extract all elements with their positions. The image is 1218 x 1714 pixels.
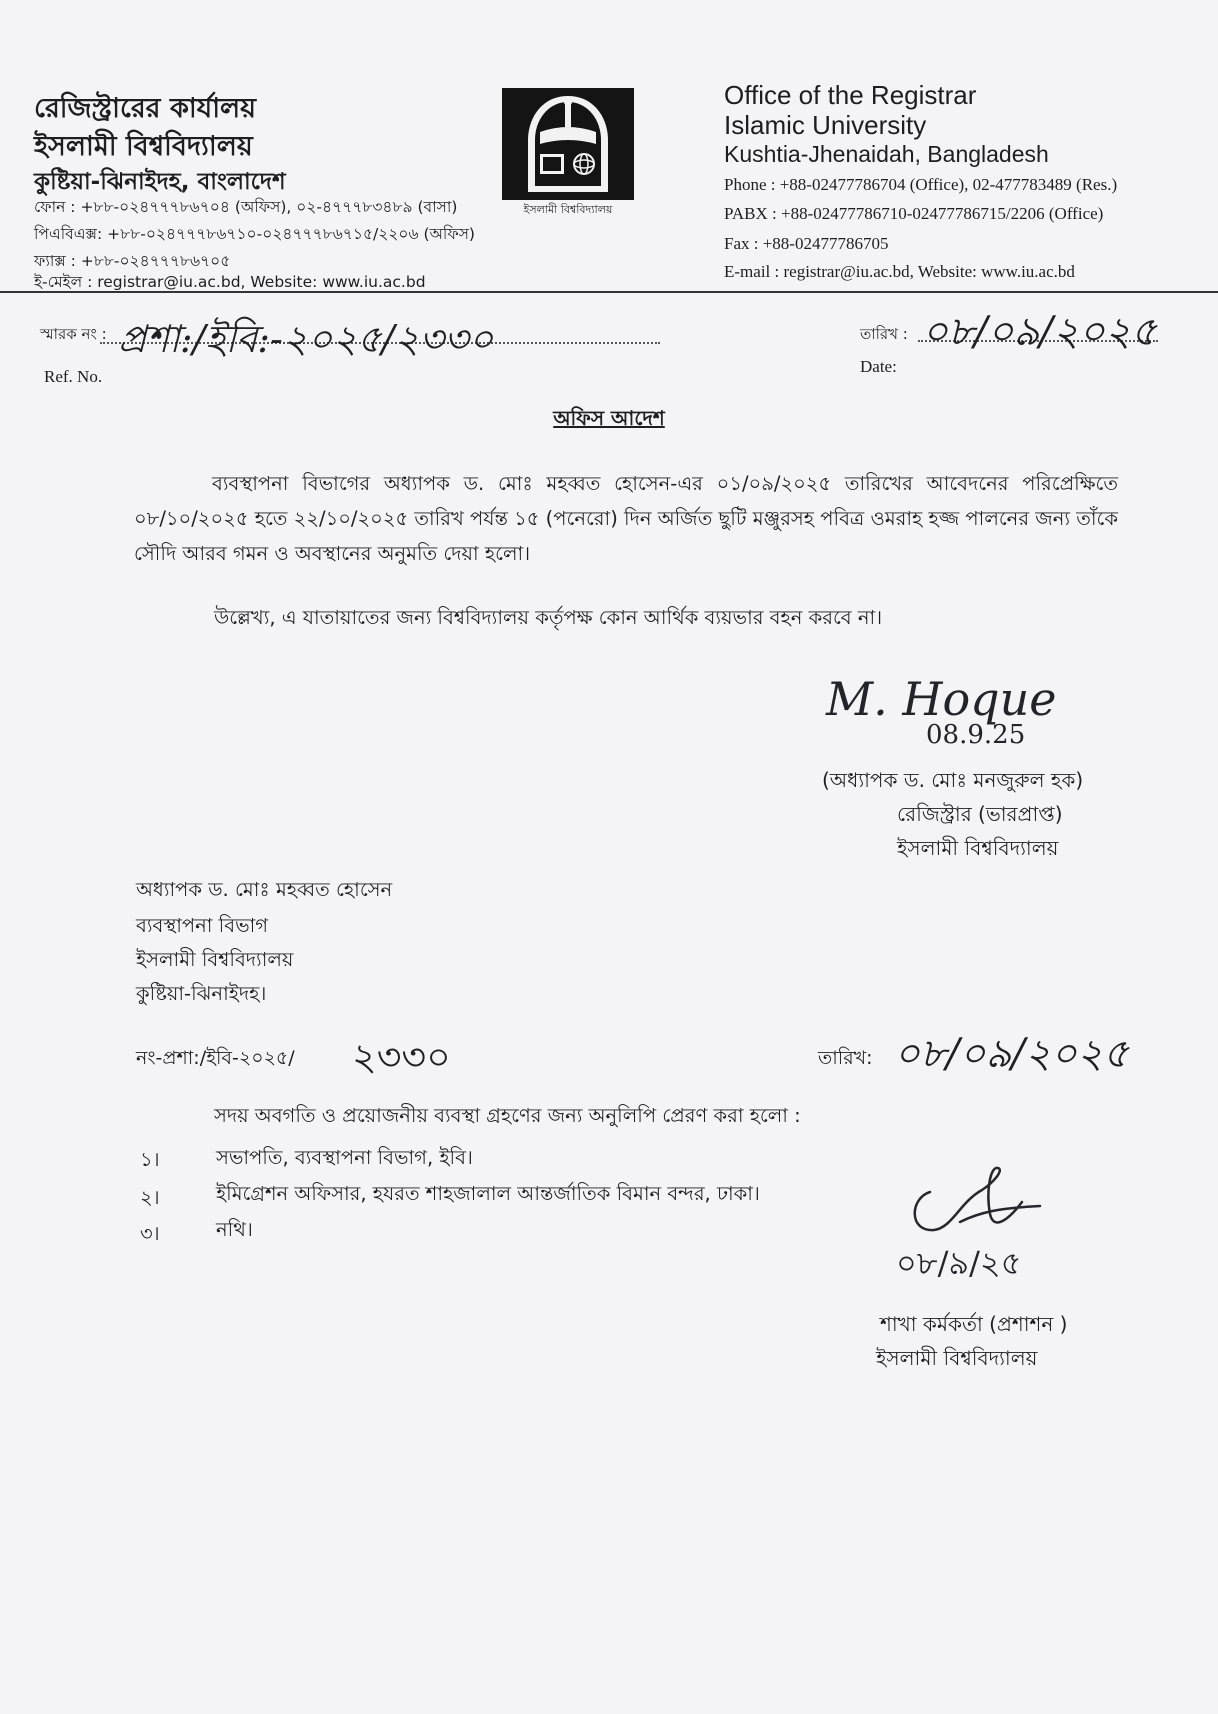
copy-item-text: নথি। — [216, 1218, 253, 1241]
bn-location: কুষ্টিয়া-ঝিনাইদহ, বাংলাদেশ — [34, 169, 286, 195]
date-label-bn: তারিখ : — [860, 325, 908, 343]
en-email: E-mail : registrar@iu.ac.bd, Website: www.iu.ac.bd — [724, 262, 1075, 281]
university-logo — [502, 88, 634, 200]
date-label-en: Date: — [860, 357, 897, 376]
copy-date-handwritten: ০৮/০৯/২০২৫ — [894, 1031, 1129, 1077]
copy-item-number: ৩। — [140, 1222, 160, 1245]
registrar-designation: রেজিস্ট্রার (ভারপ্রাপ্ত) — [897, 802, 1063, 826]
officer-designation: শাখা কর্মকর্তা (প্রশাশন ) — [880, 1312, 1068, 1336]
bn-phone: ফোন : +৮৮-০২৪৭৭৭৮৬৭০৪ (অফিস), ০২-৪৭৭৭৮৩৪৮৯ (বাসা) — [34, 198, 458, 216]
en-office-title: Office of the Registrar — [724, 80, 977, 110]
bn-university-name: ইসলামী বিশ্ববিদ্যালয় — [34, 131, 253, 162]
bn-fax: ফ্যাক্স : +৮৮-০২৪৭৭৭৮৬৭০৫ — [34, 252, 231, 270]
copy-number-label: নং-প্রশা:/ইবি-২০২৫/ — [136, 1047, 295, 1069]
recipient-org: ইসলামী বিশ্ববিদ্যালয় — [136, 948, 294, 971]
en-phone: Phone : +88-02477786704 (Office), 02-477783489 (Res.) — [724, 175, 1118, 194]
copy-item-number: ২। — [140, 1186, 160, 1209]
bn-office-title: রেজিস্ট্রারের কার্যালয় — [34, 93, 257, 124]
bn-pabx: পিএবিএক্স: +৮৮-০২৪৭৭৭৮৬৭১০-০২৪৭৭৭৮৬৭১৫/২২০৬ (অফিস) — [34, 225, 475, 243]
copy-number-handwritten: ২৩৩০ — [352, 1035, 451, 1079]
document-title-text: অফিস আদেশ — [553, 406, 665, 430]
copy-item-text: সভাপতি, ব্যবস্থাপনা বিভাগ, ইবি। — [216, 1146, 473, 1169]
en-university-name: Islamic University — [724, 110, 927, 140]
recipient-place: কুষ্টিয়া-ঝিনাইদহ। — [136, 982, 267, 1005]
ref-number-handwritten: প্রশা:/ইবি:-২০২৫/২৩৩০ — [118, 317, 494, 361]
recipient-name: অধ্যাপক ড. মোঃ মহব্বত হোসেন — [136, 878, 393, 901]
copy-date-label: তারিখ: — [818, 1047, 873, 1069]
registrar-organization: ইসলামী বিশ্ববিদ্যালয় — [897, 836, 1059, 860]
body-paragraph-1: ব্যবস্থাপনা বিভাগের অধ্যাপক ড. মোঃ মহব্বত হোসেন-এর ০১/০৯/২০২৫ তারিখের আবেদনের পরিপ্রেক্ষিতে ০৮/১০/২০২৫ হতে ২২/১০/২০২৫ তারিখ পর্যন্ত ১৫ (পনেরো) দিন অর্জিত ছুটি মঞ্জুরসহ পবিত্র ওমরাহ হজ্জ পালনের জন্য তাঁকে সৌদি আরব গমন ও অবস্থানের অনুমতি দেয়া হলো। — [134, 472, 1118, 565]
logo-caption: ইসলামী বিশ্ববিদ্যালয় — [523, 203, 613, 216]
copy-item-number: ১। — [140, 1148, 160, 1171]
body-paragraph-2: উল্লেখ্য, এ যাতায়াতের জন্য বিশ্ববিদ্যালয় কর্তৃপক্ষ কোন আর্থিক ব্যয়ভার বহন করবে না। — [214, 606, 883, 629]
header-divider — [0, 291, 1218, 293]
officer-sign-date: ০৮/৯/২৫ — [896, 1244, 1022, 1282]
registrar-sign-date: 08.9.25 — [926, 720, 1026, 750]
registrar-signature: M. Hoque — [826, 672, 1057, 726]
ref-label-en: Ref. No. — [44, 367, 103, 386]
copy-item-text: ইমিগ্রেশন অফিসার, হযরত শাহজালাল আন্তর্জাতিক বিমান বন্দর, ঢাকা। — [216, 1182, 760, 1205]
recipient-dept: ব্যবস্থাপনা বিভাগ — [136, 914, 269, 937]
bn-email: ই-মেইল : registrar@iu.ac.bd, Website: www.iu.ac.bd — [34, 273, 426, 291]
officer-organization: ইসলামী বিশ্ববিদ্যালয় — [876, 1346, 1038, 1370]
university-emblem-icon — [502, 88, 634, 200]
date-handwritten: ০৮/০৯/২০২৫ — [922, 309, 1157, 355]
en-pabx: PABX : +88-02477786710-02477786715/2206 (Office) — [724, 204, 1104, 223]
document-title — [0, 404, 1218, 437]
ref-label-bn: স্মারক নং : — [40, 325, 107, 343]
registrar-name: (অধ্যাপক ড. মোঃ মনজুরুল হক) — [822, 768, 1084, 792]
en-location: Kushtia-Jhenaidah, Bangladesh — [724, 141, 1049, 167]
en-fax: Fax : +88-02477786705 — [724, 234, 889, 253]
copy-intro: সদয় অবগতি ও প্রয়োজনীয় ব্যবস্থা গ্রহণের জন্য অনুলিপি প্রেরণ করা হলো : — [214, 1104, 801, 1127]
